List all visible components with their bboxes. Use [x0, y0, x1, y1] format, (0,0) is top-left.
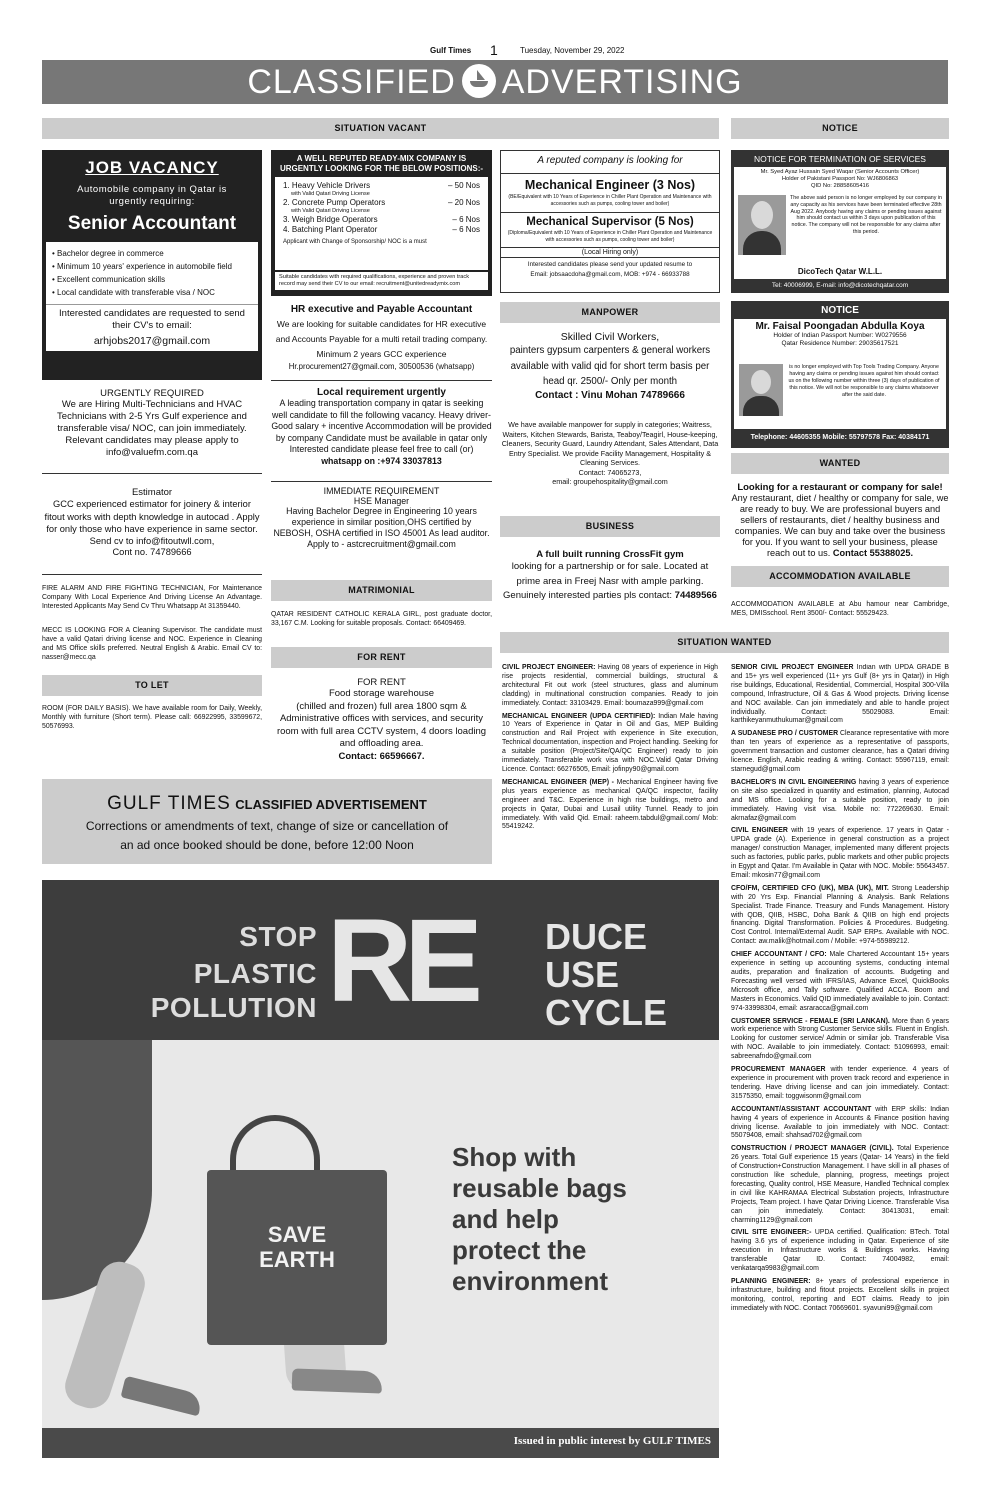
psa-footer: Issued in public interest by GULF TIMES [513, 1435, 711, 1447]
mech-apply: Interested candidates please send your updated resume to [527, 261, 693, 268]
sw-head: PLANNING ENGINEER: [731, 1278, 811, 1285]
gulf-label: CLASSIFIED ADVERTISEMENT [235, 797, 427, 812]
psa-stop: STOP [239, 921, 317, 952]
banner-left: CLASSIFIED [247, 63, 456, 101]
sw-head: ACCOUNTANT/ASSISTANT ACCOUNTANT [731, 1105, 872, 1113]
estimator-body: GCC experienced estimator for joinery & interior fitout works with depth knowledge in autocad . Apply for only those who have experience in same sector. [44, 499, 260, 534]
sw-head: CUSTOMER SERVICE - FEMALE (SRI LANKAN). [731, 1017, 890, 1025]
section-situation-vacant: SITUATION VACANT [42, 118, 719, 139]
sw-text: Indian with UPDA GRADE B and 15+ yrs well experienced (11+ yrs Gulf (8+ yrs in Qatar)) in High rise buildings, Educational, Residential, Commercial, Hospital 300-Villa compound, Infrastructure, Oil & Gas & Wood projects. Driving license and NOC available. Can join immediately and able to handle project individually. Contact: 55029083. Email: karthikeyanmuthukumar@gmail.com [731, 664, 949, 725]
sw-head: CONSTRUCTION / PROJECT MANAGER (CIVIL). [731, 1145, 894, 1153]
readymix-count: – 50 Nos [447, 181, 480, 190]
readymix-count: – 20 Nos [447, 198, 480, 207]
section-notice: NOTICE [731, 118, 949, 139]
immediate-body: Having Bachelor Degree in Engineering 10 years experience in similar position,OHS certified by NEBOSH, OSHA certified in ISO 45001 As lead auditor. [273, 506, 490, 538]
fire-alarm-ad: FIRE ALARM AND FIRE FIGHTING TECHNICIAN, For Maintenance Company With Local Experience And Driving License An Advantage. Interested Applicants May Send Cv Thru Whatsapp At 31359440. [42, 585, 262, 610]
gulf-brand: GULF TIMES [107, 793, 231, 814]
sw-text: UPDA certified. Qualification: BTech. Total having 3.6 yrs of experience including in Qatar. Experience of site execution in Infrastructure works & Buildings works. Having transferable Qatar ID. Contact: 74004982, email: venkatarqa9983@gmail.com [731, 1229, 949, 1273]
sw-text: Having 08 years of experience in High rise projects residential, commercial buildings, structural & architectural Fit out work (steel structures, glass and aluminum cladding) in multinational construction companies. Ready to join immediately. Contact: 33103429. Email: boumaza999@gmail.com [502, 664, 718, 707]
gulf-times-classified-box [42, 779, 492, 864]
business-body: looking for a partnership or for sale. Located at prime area in Freej Nasr with ample parking. Genuinely interested parties pls contact: [503, 561, 709, 601]
classified-banner [42, 60, 948, 104]
bag-text-earth: EARTH [259, 1247, 335, 1272]
urgently-title: URGENTLY REQUIRED [100, 388, 204, 399]
psa-re: RE [327, 895, 475, 1027]
sw-text: Mechanical Engineer having five plus years experience as mechanical QA/QC inspector, facility engineer and T&C. Experience in high rise buildings, metro and projects in Qatar, Dubai and Lusail utility Tunnel. Ready to join immediately. With valid Qid. Email: raheem.tabdul@gmail.com/ Mob: 55419242. [502, 778, 718, 831]
hr-executive-ad [271, 301, 492, 381]
sw-item [731, 1145, 949, 1225]
accommodation-ad: ACCOMMODATION AVAILABLE at Abu hamour near Cambridge, MES, DMISschool. Rent 3500/- Contact: 55529423. [731, 601, 949, 617]
local-requirement-ad [271, 387, 492, 482]
rent-title: FOR RENT [357, 677, 406, 688]
job-bullet: • Bachelor degree in commerce [52, 247, 252, 260]
readymix-item: 3. Weigh Bridge Operators [283, 215, 378, 224]
sw-text: having 3 years of experience on site also specialized in quantity and estimation, planning, Autocad and MS office. Looking for a suitable position, ready to join immediately. Having visit visa. Mobile no: 772269630. Email: akrnafaz@gmail.com [731, 778, 949, 822]
notice-termination-contact[interactable]: Tel: 40006999, E-mail: info@dicotechqatar.com [771, 282, 909, 289]
mech-title1: Mechanical Engineer (3 Nos) [501, 173, 719, 192]
immediate-requirement-ad [271, 486, 492, 571]
readymix-note: with Valid Qatari Driving License [291, 208, 370, 214]
psa-msg1: Shop with [452, 1142, 577, 1172]
mech-desc1: (BE/Equivalent with 10 Years of Experience in Chiller Plant Operation and Maintenance with accessories such as pumps, cooling tower and boiler) [508, 194, 712, 207]
readymix-item: 2. Concrete Pump Operators [283, 198, 386, 207]
notice-termination-body: The above said person is no longer employed by our company in any capacity as his services have been terminated effective 28th Aug 2022. Anybody having any claims or pending issues against him should contact us within 3 days upon publication of this notice. The company will not be responsible for any claims after this period. [790, 195, 942, 235]
notice-faisal-line1: Holder of Indian Passport Number: W0279556 [773, 332, 907, 339]
skilled-workers-ad [500, 331, 720, 411]
job-bullet: • Minimum 10 years' experience in automobile field [52, 260, 252, 273]
section-for-rent: FOR RENT [271, 647, 492, 668]
readymix-note: with Valid Qatari Driving License [291, 191, 370, 197]
sw-item [731, 779, 949, 824]
sw-item [731, 1229, 949, 1274]
mech-desc2: (Diploma/Equivalent with 10 Years of Experience in Chiller Plant Operation and Maintenance with accessories such as pumps, cooling tower and boiler) [507, 230, 713, 243]
estimator-contact1[interactable]: Send cv to info@fitoutwll.com, [89, 535, 215, 546]
wanted-ad [731, 482, 949, 560]
psa-duce: DUCE [545, 916, 648, 957]
sw-head: MECHANICAL ENGINEER (MEP) - [502, 778, 614, 786]
job-email-link[interactable]: arhjobs2017@gmail.com [93, 335, 211, 347]
psa-msg5: environment [452, 1266, 609, 1296]
job-apply-text: Interested candidates are requested to send their CV's to email: [59, 308, 245, 331]
wanted-title: Looking for a restaurant or company for sale! [737, 482, 943, 493]
rent-line1: Food storage warehouse [328, 688, 435, 699]
section-wanted: WANTED [731, 453, 949, 474]
matrimonial-ad: QATAR RESIDENT CATHOLIC KERALA GIRL, post graduate doctor, 33,167 C.M. Looking for suitable proposals. Contact: 66409469. [271, 611, 492, 627]
job-vacancy-ad [42, 150, 262, 380]
notice-faisal-contact[interactable]: Telephone: 44605355 Mobile: 55797578 Fax: 40384171 [750, 434, 930, 441]
notice-faisal-line2: Qatar Residence Number: 29035617521 [781, 340, 899, 347]
sw-item [502, 664, 718, 709]
mecc-ad: MECC IS LOOKING FOR A Cleaning Supervisor. The candidate must have a valid Qatari driving license and NOC. Experience in Cleaning and MS Office skills preferred. Neutral English & Arabic. Email CV to: nasser@mecc.qa [42, 627, 262, 661]
mech-engineer-ad [500, 150, 720, 293]
psa-pollution: POLLUTION [150, 992, 317, 1023]
psa-msg3: and help [452, 1204, 559, 1234]
to-let-ad: ROOM (FOR DAILY BASIS). We have available room for Daily, Weekly, Monthly with furniture (Short term). Please call: 66922995, 33599672, 50576993. [42, 705, 262, 730]
sw-text: Strong Leadership with 20 Yrs Exp. Financial Planning & Analysis. Bank Relations Specialist. Trade Finance. Treasury and Funds Management. History with QDB, QIIB, HSBC, Doha Bank & QIIB on high end projects financing. Digital Transformation. Policies & Procedures. Budgeting. Cost Control. Internal/External Audit. SAP ERPs. Available with NOC. Contact: aw.malik@hotmail.com / Mobile: +974-55989212. [731, 884, 949, 946]
immediate-contact[interactable]: Apply to - astcrecruitment@gmail.com [307, 539, 456, 549]
sw-item [731, 827, 949, 880]
sw-item [731, 885, 949, 947]
folio-date: Tuesday, November 29, 2022 [520, 46, 625, 55]
readymix-count: – 6 Nos [452, 225, 480, 234]
readymix-footer: Suitable candidates with required qualifications, experience and proven track record may send their CV to our email: recruitment@unitedreadymix.com [275, 272, 488, 290]
business-contact[interactable]: 74489566 [674, 590, 717, 601]
person-photo [738, 195, 786, 255]
business-title: A full built running CrossFit gym [536, 549, 684, 560]
figure-shoe [292, 1368, 383, 1393]
mech-local: (Local Hiring only) [501, 247, 719, 258]
estimator-contact2[interactable]: Cont no. 74789666 [112, 547, 192, 557]
job-vacancy-position: Senior Accountant [67, 213, 237, 234]
bag-text-save: SAVE [267, 1222, 327, 1247]
local-title: Local requirement urgently [317, 387, 446, 398]
rent-body: (chilled and frozen) full area 1800 sqm & Administrative offices with services, and security room with full area CCTV system, 4 doors loading and offloading area. [276, 700, 487, 749]
manpower-supply-body: We have available manpower for supply in categories; Waitress, Waiters, Kitchen Stewards, Barista, Teaboy/Teagirl, House-keeping, Cleaners, Security Guard, Laundry Attendant, Sales Attendant, Data Entry Specialist. We provide Facility Management, Hospitality & Cleaning Services. [501, 420, 719, 467]
sw-text: with tender experience. 4 years of experience in procurement with proven track record and experience in tendering. Have driving license and can join immediately. Contact: 31575350, email: toggwisonm@gmail.com [731, 1066, 949, 1100]
wanted-body: Any restaurant, diet / healthy or company for sale, we are ready to buy. We are professional buyers and sellers of restaurants, diet / healthy business and companies. We can buy and take over the business for you. If you want to sell your business, please reach out to us. [731, 493, 949, 558]
notice-termination-ad [731, 150, 949, 293]
sw-head: PROCUREMENT MANAGER [731, 1066, 826, 1074]
gulf-line2: an ad once booked should be done, before 12:00 Noon [120, 838, 414, 852]
job-vacancy-title: JOB VACANCY [85, 158, 219, 177]
psa-msg4: protect the [452, 1235, 587, 1265]
situation-wanted-mid [502, 664, 718, 836]
sw-item [731, 1278, 949, 1314]
job-bullet: • Excellent communication skills [52, 273, 252, 286]
sw-item [731, 1106, 949, 1142]
notice-faisal-name: Mr. Faisal Poongadan Abdulla Koya [755, 321, 925, 332]
mech-contact[interactable]: Email: jobsaacdoha@gmail.com, MOB: +974 - 66933788 [530, 271, 690, 278]
estimator-title: Estimator [131, 487, 173, 498]
skilled-body: painters gypsum carpenters & general workers available with valid qid for short term basis per head qr. 2500/- Only per month [509, 345, 711, 387]
sw-text: Clearance representative with more than ten years of experience as a representative of passports, government transaction and customer clearance, has a Qatari driving licence. English, Arabic reading & writing. Contact: 55967119, email: starnegud@gmail.com [731, 730, 949, 773]
sw-item [731, 730, 949, 775]
sw-item [731, 951, 949, 1013]
job-vacancy-intro: Automobile company in Qatar is urgently requiring: [77, 184, 227, 207]
notice-faisal-body: is no longer employed with Top Tools Trading Company. Anyone having any claims or pending issues against him should contact us on the following number within three (3) days of publication of this notice. We will not be responsible to any claims whatsoever after the said date. [788, 364, 940, 398]
folio [0, 44, 992, 58]
notice-line3: QID No: 28858605416 [810, 183, 869, 189]
sw-item [502, 779, 718, 832]
hr-body: We are looking for suitable candidates for HR executive and Accounts Payable for a multi retail trading company. Minimum 2 years GCC experience [275, 319, 488, 359]
notice-faisal-ad [731, 301, 949, 448]
section-business: BUSINESS [500, 516, 720, 537]
manpower-contact1[interactable]: Contact: 74065273, [578, 467, 642, 477]
sw-item [731, 1066, 949, 1102]
readymix-item: 1. Heavy Vehicle Drivers [283, 181, 371, 190]
for-rent-ad [271, 677, 492, 765]
psa-plastic: PLASTIC [193, 958, 317, 989]
manpower-contact2[interactable]: email: groupehospitality@gmail.com [552, 477, 668, 486]
hr-contact[interactable]: Hr.procurement27@gmail.com, 30500536 (whatsapp) [288, 362, 475, 371]
sw-text: with 19 years of experience. 17 years in Qatar - UPDA grade (A). Experience in general construction as a project manager/ construction Manager, implemented many different projects such as factories, public parks, public markets and other public projects in Egypt and Qatar. I'm Available in Qatar with NOC. Mobile: 55643457. Email: mkosin77@gmail.com [731, 827, 949, 879]
person-photo [739, 364, 783, 416]
immediate-role: HSE Manager [353, 496, 410, 506]
urgently-required-ad [42, 388, 262, 474]
ship-logo-icon [462, 64, 496, 98]
psa-cycle: CYCLE [545, 992, 668, 1033]
folio-paper: Gulf Times [430, 46, 472, 55]
urgently-body: We are Hiring Multi-Technicians and HVAC Technicians with 2-5 Yrs Gulf experience and transferable visa/ NOC, can join immediately. Relevant candidates may please apply to [57, 399, 247, 446]
sw-head: BACHELOR'S IN CIVIL ENGINEERING [731, 778, 857, 786]
sw-text: 8+ years of professional experience in infrastructure, building and fitout projects. Excellent skills in project monitoring, control, reporting and EOT claims. Ready to join immediately with NOC. Contact 70669601. syavuni99@gmail.com [731, 1278, 949, 1312]
section-accommodation: ACCOMMODATION AVAILABLE [731, 566, 949, 587]
job-bullet: • Local candidate with transferable visa / NOC [52, 286, 252, 299]
sw-head: CFO/FM, CERTIFIED CFO (UK), MBA (UK), MIT. [731, 884, 889, 892]
sw-head: CHIEF ACCOUNTANT / CFO: [731, 951, 827, 959]
rent-contact[interactable]: Contact: 66596667. [338, 750, 425, 762]
immediate-title: IMMEDIATE REQUIREMENT [323, 486, 440, 496]
section-situation-wanted: SITUATION WANTED [500, 632, 949, 653]
readymix-applicant-note: Applicant with Change of Sponsorship/ NOC is a must [283, 239, 427, 245]
sw-text: with ERP skills: Indian having 4 years of experience in Accounts & Finance position having driving license. Available to join immediately with NOC. Contact: 55079408, email: shahsad702@gmail.com [731, 1105, 949, 1140]
sw-item [502, 713, 718, 775]
banner-right: ADVERTISING [501, 63, 743, 101]
mech-lead: A reputed company is looking for [537, 155, 683, 166]
sw-head: SENIOR CIVIL PROJECT ENGINEER [731, 664, 854, 671]
psa-use: USE [545, 954, 620, 995]
readymix-item: 4. Batching Plant Operator [283, 225, 378, 234]
folio-page: 1 [490, 42, 498, 58]
notice-termination-title: NOTICE FOR TERMINATION OF SERVICES [754, 154, 926, 164]
estimator-ad [42, 487, 262, 575]
sw-text: Total Experience 26 years. Total Gulf experience 15 years (Qatar- 14 Years) in the field of Construction+Construction Management. I have skill in all phases of construction like schedule, planning, progress, meetings project forecasting, Quality control, HSE Measure, Handled Technical complex in civil like KAHRAMAA Electrical Substation projects, Infrastructure Projects, Team project. I have Qatar Driving Licence. Transferable Visa can join immediately. Contact: 30413031, email: charming1129@gmail.com [731, 1145, 949, 1224]
notice-line1: Mr. Syed Ayaz Hussain Syed Waqar (Senior Accounts Officer) [760, 169, 920, 175]
section-matrimonial: MATRIMONIAL [271, 580, 492, 601]
local-contact[interactable]: whatsapp on :+974 33037813 [321, 455, 442, 466]
notice-company: DicoTech Qatar W.L.L. [797, 267, 883, 276]
section-to-let: TO LET [42, 675, 262, 696]
wanted-contact[interactable]: Contact 55388025. [832, 548, 914, 558]
psa-msg2: reusable bags [452, 1173, 627, 1203]
readymix-ad [271, 150, 492, 296]
sw-head: CIVIL SITE ENGINEER:- [731, 1229, 812, 1237]
skilled-contact[interactable]: Contact : Vinu Mohan 74789666 [535, 389, 685, 401]
sw-text: More than 6 years work experience with Strong Customer Service skills. Fluent in English. Looking for customer service/ Admin or similar job. Transferable Visa with NOC. Available to join immediately. Contact: 51096993, email: sabreenafndo@gmail.com [731, 1017, 949, 1061]
business-ad [500, 549, 720, 621]
sw-item [731, 664, 949, 726]
section-manpower: MANPOWER [500, 302, 720, 323]
sw-text: Indian Male having 10 Years of Experience in Qatar in Oil and Gas, MEP Building construction and Rail Project with experience in Site execution, Technical documentation, inspection and Project handling. Seeking for a suitable position (Project/Site/QA/QC Engineer) ready to join immediately. Transferable work visa with NOC.Valid Qatar Driving Licence. Contact: 66276505, Email: jofinpy90@gmail.com [502, 712, 719, 773]
gulf-line1: Corrections or amendments of text, change of size or cancellation of [85, 819, 449, 833]
sw-text: Male Chartered Accountant 15+ years experience in setting up accounting systems, conducting internal audits, preparation and finalization of accounts. Budgeting and Forecasting well versed with IFRS/IAS, Advance Excel, QuickBooks Microsoft office, and Tally software. Qualified ACCA. Boom and Masters in Economics. Valid QID immediately available to join. Contact: 974-33998304, email: asraracca@gmail.com [731, 951, 949, 1012]
sw-item [731, 1018, 949, 1063]
notice-faisal-title: NOTICE [821, 305, 859, 316]
local-body: A leading transportation company in qatar is seeking well candidate to fill the following vacancy. Heavy driver- Good salary + incentive Accommodation will be provided by company Candidate must be available in qatar only Interested candidate please feel free to call (or) [271, 398, 492, 454]
sw-head: MECHANICAL ENGINEER (UPDA CERTIFIED): [502, 712, 656, 720]
skilled-title: Skilled Civil Workers, [560, 331, 660, 343]
sw-head: CIVIL PROJECT ENGINEER: [502, 664, 596, 671]
plastic-psa [42, 880, 719, 1458]
situation-wanted-right [731, 664, 949, 1454]
readymix-header: A WELL REPUTED READY-MIX COMPANY IS URGENTLY LOOKING FOR THE BELOW POSITIONS:- [279, 154, 484, 173]
urgently-email[interactable]: info@valuefm.com.qa [105, 447, 199, 458]
mech-title2: Mechanical Supervisor (5 Nos) [501, 212, 719, 228]
reusable-bag [207, 1170, 387, 1345]
hr-title: HR executive and Payable Accountant [290, 304, 473, 315]
readymix-count: – 6 Nos [452, 215, 480, 224]
notice-line2: Holder of Pakistani Passport No: WJ6806863 [781, 176, 899, 182]
sw-head: A SUDANESE PRO / CUSTOMER [731, 730, 839, 738]
manpower-supply-ad [500, 420, 720, 502]
sw-head: CIVIL ENGINEER [731, 827, 788, 835]
